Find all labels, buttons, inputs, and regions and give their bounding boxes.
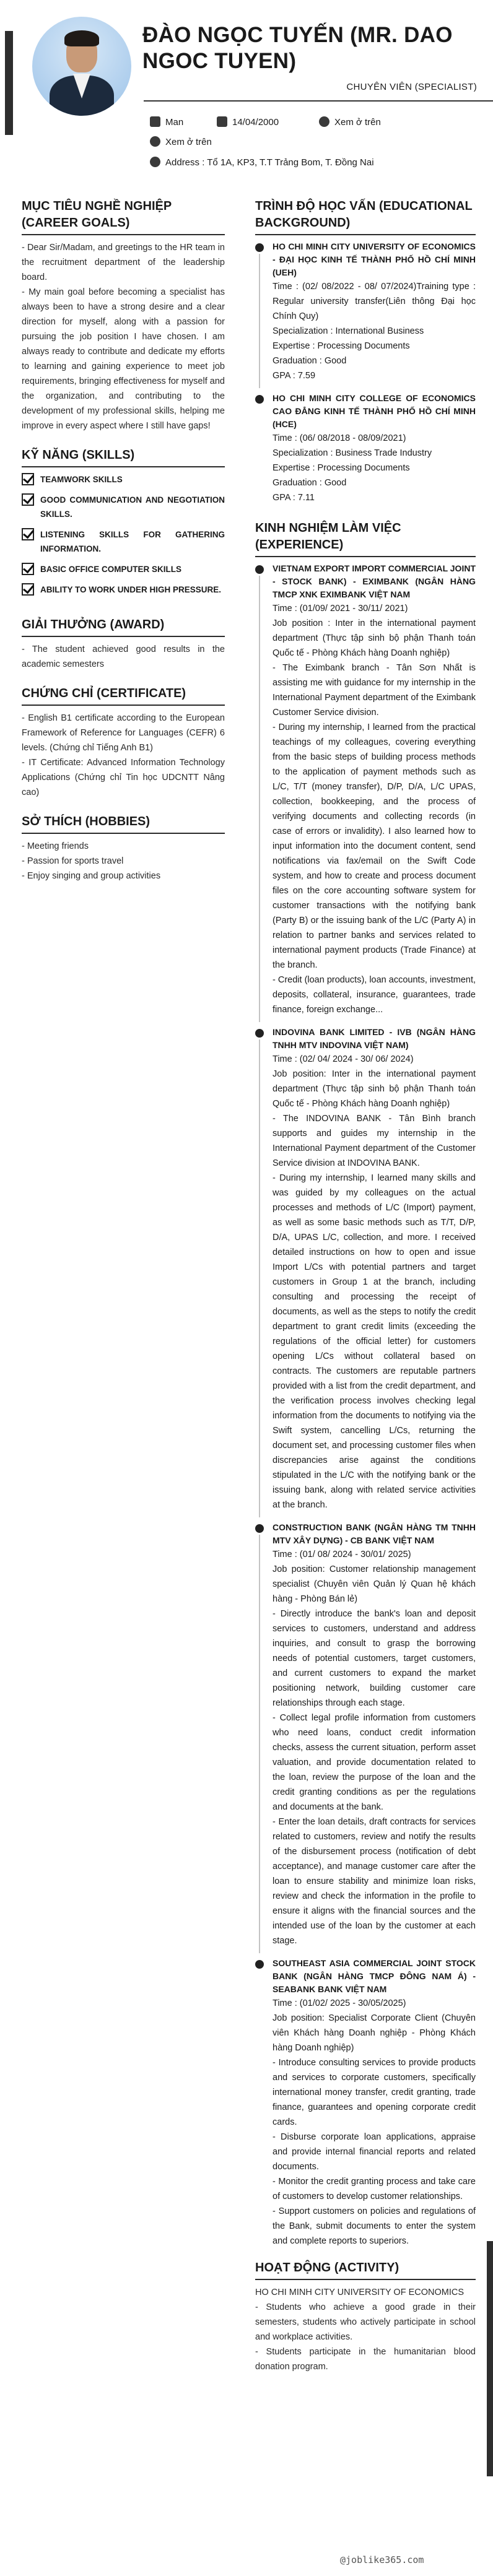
experience-entry (255, 1957, 476, 2249)
checkbox-icon (22, 473, 34, 485)
education-line: Specialization : Business Trade Industry (273, 448, 432, 458)
email-info: Xem ở trên (150, 136, 212, 149)
calendar-icon (217, 116, 227, 127)
education-line: Time : (06/ 08/2018 - 08/09/2021) (273, 433, 406, 443)
skill-item: BASIC OFFICE COMPUTER SKILLS (22, 562, 225, 576)
top-margin (0, 0, 493, 6)
objective-line: - My main goal before becoming a specialist has always been to have a strong desire and a clear direction for myself, along with a passion for pursuing the job position I have chosen. I am always ready to contribute and dedicate my efforts to learning and gaining experience to meet job requirements, bringing effectiveness for myself and the organization, and contributing to the development of my professional skills, helping me improve in every aspect where I still have gaps! (22, 287, 225, 431)
skill-item: GOOD COMMUNICATION AND NEGOTIATION SKILLS. (22, 493, 225, 521)
gender-info: Man (150, 116, 183, 129)
address-info: Address : Tổ 1A, KP3, T.T Trảng Bom, T. Đồng Nai (150, 157, 374, 169)
experience-line: - The Eximbank branch - Tân Sơn Nhất is assisting me with guidance for my internship in the International Payment department of the Eximbank Customer Service division. (273, 663, 476, 718)
experience-entry (255, 1026, 476, 1512)
header-divider (144, 100, 493, 102)
left-column (22, 198, 225, 883)
skill-item: LISTENING SKILLS FOR GATHERING INFORMATION. (22, 527, 225, 556)
phone-icon (319, 116, 329, 127)
birthday-info: 14/04/2000 (217, 116, 279, 129)
timeline-dot (255, 1960, 264, 1969)
experience-line: Time : (01/ 08/ 2024 - 30/01/ 2025) (273, 1550, 411, 1559)
school-name: HO CHI MINH CITY UNIVERSITY OF ECONOMICS - ĐẠI HỌC KINH TẾ THÀNH PHỐ HỒ CHÍ MINH (UEH) (273, 241, 476, 277)
experience-line: Job position: Inter in the international payment department (Thực tập sinh bộ phận Thanh toán Quốc tế - Phòng Khách hàng Doanh nghiệp) (273, 1069, 476, 1109)
gender-icon (150, 116, 160, 127)
skill-item: TEAMWORK SKILLS (22, 472, 225, 487)
education-line: Time : (02/ 08/2022 - 08/ 07/2024)Training type : Regular university transfer(Liên thông Đại học Chính Quy) (273, 282, 476, 321)
checkbox-icon (22, 493, 34, 506)
section-title-certificate: CHỨNG CHỈ (CERTIFICATE) (22, 685, 225, 706)
experience-line: Job position: Customer relationship management specialist (Chuyên viên Quản lý Quan hệ khách hàng - Phòng Bán lẻ) (273, 1564, 476, 1604)
experience-line: - Directly introduce the bank's loan and deposit services to customers, understand and address inquiries, and consult to grasp the borrowing needs of potential customers, target customers, and current customers to expand the market positioning network, building customer care relationships through each stage. (273, 1609, 476, 1708)
timeline-dot (255, 1029, 264, 1038)
education-entry (255, 240, 476, 383)
school-name: HO CHI MINH CITY COLLEGE OF ECONOMICS CAO ĐẲNG KINH TẾ THÀNH PHỐ HỒ CHÍ MINH (HCE) (273, 393, 476, 429)
education-line: Graduation : Good (273, 478, 347, 488)
experience-entry (255, 562, 476, 1017)
section-title-award: GIẢI THƯỞNG (AWARD) (22, 617, 225, 637)
experience-line: - Disburse corporate loan applications, appraise and provide internal financial reports and related documents. (273, 2132, 476, 2172)
company-name: CONSTRUCTION BANK (NGÂN HÀNG TM TNHH MTV XÂY DỰNG) - CB BANK VIỆT NAM (273, 1522, 476, 1545)
checkbox-icon (22, 563, 34, 575)
watermark: @joblike365.com (340, 2554, 424, 2565)
education-line: Expertise : Processing Documents (273, 463, 410, 473)
avatar (32, 17, 131, 116)
section-title-hobbies: SỞ THÍCH (HOBBIES) (22, 813, 225, 834)
experience-line: - Monitor the credit granting process and take care of customers to develop customer relationships. (273, 2177, 476, 2201)
education-line: Specialization : International Business (273, 326, 424, 336)
education-line: Graduation : Good (273, 356, 347, 366)
experience-line: - Enter the loan details, draft contracts for services related to customers, review and notify the results of the disbursement process (notification of debt acceptance), and manage customer care after the loan to ensure stability and minimize loan risks, review and check the information in the profile to ensure it aligns with the financial sources and the intended use of the loan by the customer at each stage. (273, 1817, 476, 1946)
experience-line: Job position: Specialist Corporate Client (Chuyên viên Khách hàng Doanh nghiệp - Phòng Khách hàng Doanh nghiệp) (273, 2013, 476, 2053)
experience-line: Job position : Inter in the international payment department (Thực tập sinh bộ phận Thanh toán Quốc tế - Phòng Khách hàng Doanh nghiệp) (273, 618, 476, 658)
section-title-skills: KỸ NĂNG (SKILLS) (22, 447, 225, 467)
skill-item: ABILITY TO WORK UNDER HIGH PRESSURE. (22, 583, 225, 597)
hobby-item: - Meeting friends (22, 841, 89, 851)
accent-bar-left (5, 31, 13, 135)
experience-line: - The INDOVINA BANK - Tân Bình branch supports and guides my internship in the International Payment department of the Customer Service division at INDOVINA BANK. (273, 1114, 476, 1168)
timeline-dot (255, 1524, 264, 1533)
education-line: GPA : 7.59 (273, 371, 316, 381)
section-title-career-goals: MỤC TIÊU NGHỀ NGHIỆP (CAREER GOALS) (22, 198, 225, 235)
location-icon (150, 157, 160, 167)
accent-bar-right (487, 2241, 493, 2476)
hobby-item: - Passion for sports travel (22, 856, 124, 866)
experience-line: Time : (02/ 04/ 2024 - 30/ 06/ 2024) (273, 1054, 414, 1064)
experience-line: Time : (01/09/ 2021 - 30/11/ 2021) (273, 604, 408, 614)
company-name: SOUTHEAST ASIA COMMERCIAL JOINT STOCK BANK (NGÂN HÀNG TMCP ĐÔNG NAM Á) - SEABANK BANK VIỆT NAM (273, 1958, 476, 1994)
phone-info: Xem ở trên (319, 116, 381, 129)
experience-line: - Introduce consulting services to provide products and services to corporate customers, specifically international money transfer, credit granting, trade finance, guarantees and opening corporate credit cards. (273, 2058, 476, 2127)
education-entry (255, 392, 476, 505)
education-line: Expertise : Processing Documents (273, 341, 410, 351)
objective-line: - Dear Sir/Madam, and greetings to the HR team in the recruitment department of the leadership board. (22, 243, 225, 282)
experience-entry (255, 1521, 476, 1948)
hobby-item: - Enjoy singing and group activities (22, 871, 161, 881)
company-name: INDOVINA BANK LIMITED - IVB (NGÂN HÀNG TNHH MTV INDOVINA VIỆT NAM) (273, 1027, 476, 1050)
timeline-dot (255, 395, 264, 404)
award-text: - The student achieved good results in the academic semesters (22, 644, 225, 669)
experience-line: Time : (01/02/ 2025 - 30/05/2025) (273, 1998, 406, 2008)
experience-line: - During my internship, I learned many skills and was guided by my colleagues on the actual processes and methods of L/C (Import) payment, as well as some basic methods such as T/T, D/P, D/A, UPAS L/C, collection, and more. I received detailed instructions on how to open and issue Import L/Cs with potential partners and target customers in Group 1 at the branch, including consulting and processing the receipt of documents, as well as the steps to notify the credit department to grant credit limits (exceeding the regulations of the official letter) for customers opening L/Cs without collateral based on contracts. The customers are reputable partners provided with a list from the credit department, and the verification process involves checking legal information from the documents to notifying via the Swift system, cancelling L/Cs, returning the document set, and processing customer files when discrepancies arise against the conditions stipulated in the L/C with the notifying bank or the issuing bank, along with related service activities at the branch. (273, 1173, 476, 1510)
activity-line: HO CHI MINH CITY UNIVERSITY OF ECONOMICS (255, 2288, 465, 2297)
experience-line: - During my internship, I learned from the practical teachings of my colleagues, covering everything from the basic steps of building process methods to the application of payment methods such as L/C, T/T (money transfer), D/P, D/A, L/C UPAS, collection, bookkeeping, and the process of verifying documents and collecting records (in case of errors or invalidity). I also learned how to input information into the document content, send notifications via fax/email on the Swift Code system, and how to create and process document files on the core accounting software system for customer transactions with the notifying bank (Party B) or the issuing bank of the L/C (Party A) in relation to partner banks and services related to international payment products (Trade Finance) at the branch. (273, 722, 476, 970)
experience-line: - Support customers on policies and regulations of the Bank, submit documents to enter the system and complete reports to superiors. (273, 2206, 476, 2246)
activity-line: - Students who achieve a good grade in their semesters, students who actively participate in school and workplace activities. (255, 2302, 476, 2342)
right-column (255, 198, 476, 2374)
checkbox-icon (22, 528, 34, 540)
timeline-dot (255, 243, 264, 252)
activity-line: - Students participate in the humanitarian blood donation program. (255, 2347, 476, 2372)
section-title-activity: HOẠT ĐỘNG (ACTIVITY) (255, 2260, 476, 2280)
section-title-education: TRÌNH ĐỘ HỌC VẤN (EDUCATIONAL BACKGROUND) (255, 198, 476, 235)
company-name: VIETNAM EXPORT IMPORT COMMERCIAL JOINT - STOCK BANK) - EXIMBANK (NGÂN HÀNG TMCP XNK EXIMBANK VIỆT NAM (273, 563, 476, 599)
section-title-experience: KINH NGHIỆM LÀM VIỆC (EXPERIENCE) (255, 520, 476, 557)
experience-line: - Collect legal profile information from customers who need loans, conduct credit information checks, assess the current situation, perform asset valuation, and provide documentation related to the loan, review the purpose of the loan and the credit granting conditions as per the regulations and documents at the bank. (273, 1713, 476, 1812)
certificate-item: - IT Certificate: Advanced Information Technology Applications (Chứng chỉ Tin học UDCNTT Nâng cao) (22, 758, 225, 797)
experience-line: - Credit (loan products), loan accounts, investment, deposits, collateral, insurance, guarantees, trade finance, foreign exchange... (273, 975, 476, 1015)
timeline-dot (255, 565, 264, 574)
education-line: GPA : 7.11 (273, 493, 315, 503)
email-icon (150, 136, 160, 147)
checkbox-icon (22, 583, 34, 596)
certificate-item: - English B1 certificate according to the European Framework of Reference for Languages (CEFR) 6 levels. (Chứng chỉ Tiếng Anh B1) (22, 713, 225, 753)
candidate-name: ĐÀO NGỌC TUYẾN (MR. DAO NGOC TUYEN) (142, 23, 453, 73)
job-position: CHUYÊN VIÊN (SPECIALIST) (346, 82, 477, 92)
